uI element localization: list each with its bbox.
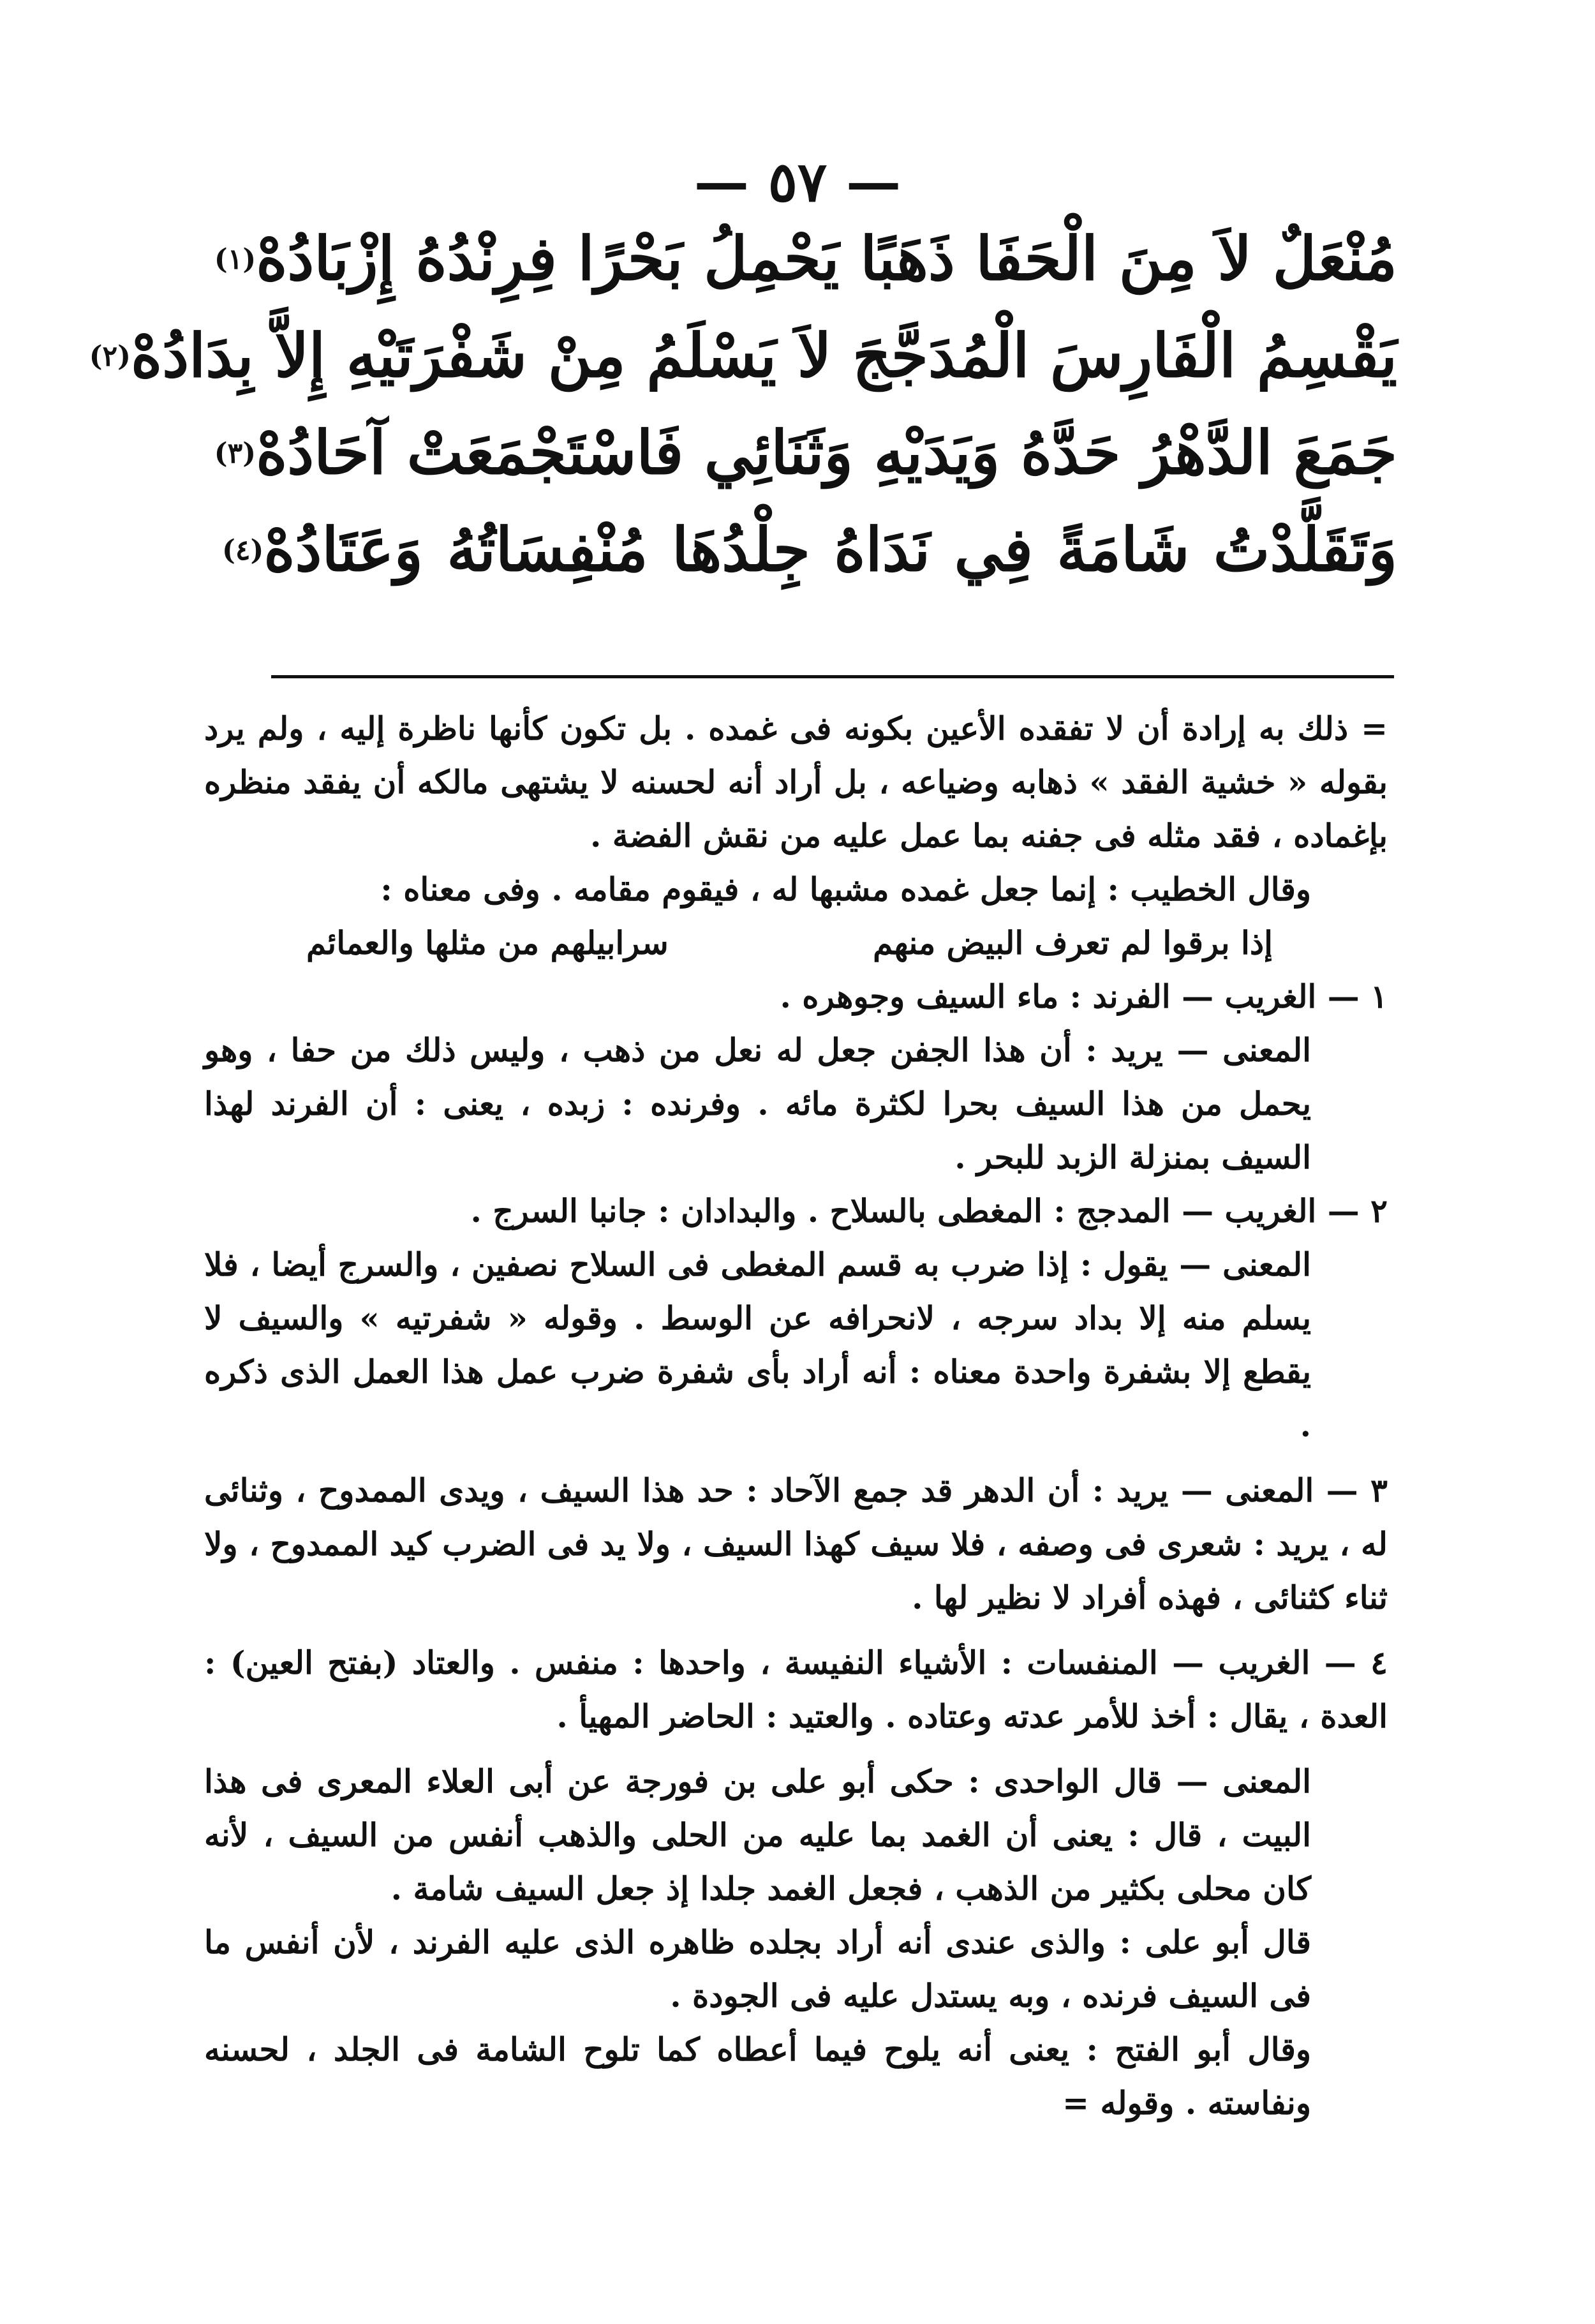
separator-rule — [271, 675, 1394, 678]
verse-line — [211, 405, 1397, 502]
commentary-paragraph: المعنى — يقول : إذا ضرب به قسم المغطى فى السلاح نصفين ، والسرج أيضا ، فلا يسلم منه إلا بداد سرجه ، لانحرافه عن الوسط . وقوله « شفرتيه » والسيف لا يقطع إلا بشفرة واحدة معناه : أنه أراد بأى شفرة ضرب عمل هذا العمل الذى ذكره . — [204, 1246, 1311, 1444]
quoted-poem-line — [204, 916, 1388, 970]
poem-hemistich-left: سرابيلهم من مثلها والعمائم — [306, 924, 669, 962]
glossary-note: ١ — الغريب — الفرند : ماء السيف وجوهره . — [780, 978, 1388, 1015]
poem-hemistich-right: إذا برقوا لم تعرف البيض منهم — [873, 924, 1273, 962]
verse-text: جَمَعَ الدَّهْرُ حَدَّهُ وَيَدَيْهِ وَثَنَائِي فَاسْتَجْمَعَتْ آحَادُهْ — [256, 418, 1397, 488]
commentary-paragraph: = ذلك به إرادة أن لا تفقده الأعين بكونه فى غمده . بل تكون كأنها ناظرة إليه ، ولم يرد بقوله « خشية الفقد » ذهابه وضياعه ، بل أراد أنه لحسنه لا يشتهى مالكه أن يفقد منظره بإغماده ، فقد مثله فى جفنه بما عمل عليه من نقش الفضة . — [204, 710, 1388, 854]
commentary-paragraph: قال أبو على : والذى عندى أنه أراد بجلده ظاهره الذى عليه الفرند ، لأن أنفس ما فى السيف فرنده ، وبه يستدل عليه فى الجودة . — [204, 1923, 1311, 2015]
verse-line — [211, 211, 1397, 308]
verse-text: مُنْعَلٌ لاَ مِنَ الْحَفَا ذَهَبًا يَحْمِلُ بَحْرًا فِرِنْدُهُ إِزْبَادُهْ — [256, 224, 1397, 294]
glossary-note: ٢ — الغريب — المدجج : المغطى بالسلاح . والبدادان : جانبا السرج . — [470, 1192, 1388, 1230]
footnote-ref: (٢) — [89, 339, 131, 373]
commentary-block — [204, 702, 1388, 2130]
commentary-paragraph: المعنى — يريد : أن هذا الجفن جعل له نعل من ذهب ، وليس ذلك من حفا ، وهو يحمل من هذا السيف بحرا لكثرة مائه . وفرنده : زبده ، يعنى : أن الفرند لهذا السيف بمنزلة الزبد للبحر . — [204, 1031, 1311, 1176]
verses-block — [89, 211, 1397, 599]
commentary-paragraph: وقال الخطيب : إنما جعل غمده مشبها له ، فيقوم مقامه . وفى معناه : — [380, 870, 1311, 908]
glossary-note: ٤ — الغريب — المنفسات : الأشياء النفيسة ، واحدها : منفس . والعتاد (بفتح العين) : العدة ، يقال : أخذ للأمر عدته وعتاده . والعتيد : الحاضر المهيأ . — [204, 1644, 1388, 1735]
glossary-note: ٣ — المعنى — يريد : أن الدهر قد جمع الآحاد : حد هذا السيف ، ويدى الممدوح ، وثنائى له ، يريد : شعرى فى وصفه ، فلا سيف كهذا السيف ، ولا يد فى الضرب كيد الممدوح ، ولا ثناء كثنائى ، فهذه أفراد لا نظير لها . — [204, 1471, 1388, 1616]
commentary-paragraph: المعنى — قال الواحدى : حكى أبو على بن فورجة عن أبى العلاء المعرى فى هذا البيت ، قال : يعنى أن الغمد بما عليه من الحلى والذهب أنفس من السيف ، لأنه كان محلى بكثير من الذهب ، فجعل الغمد جلدا إذ جعل السيف شامة . — [204, 1762, 1311, 1907]
page-number: — ٥٧ — — [694, 150, 901, 214]
verse-line — [89, 308, 1397, 405]
commentary-paragraph: وقال أبو الفتح : يعنى أنه يلوح فيما أعطاه كما تلوح الشامة فى الجلد ، لحسنه ونفاسته . وقوله = — [204, 2030, 1311, 2122]
verse-line — [211, 502, 1397, 599]
verse-text: وَتَقَلَّدْتُ شَامَةً فِي نَدَاهُ جِلْدُهَا مُنْفِسَاتُهُ وَعَتَادُهْ — [263, 515, 1397, 585]
footnote-ref: (٤) — [222, 533, 264, 567]
verse-text: يَقْسِمُ الْفَارِسَ الْمُدَجَّجَ لاَ يَسْلَمُ مِنْ شَفْرَتَيْهِ إِلاَّ بِدَادُهْ — [130, 321, 1397, 391]
footnote-ref: (٣) — [214, 436, 256, 470]
footnote-ref: (١) — [214, 242, 256, 276]
